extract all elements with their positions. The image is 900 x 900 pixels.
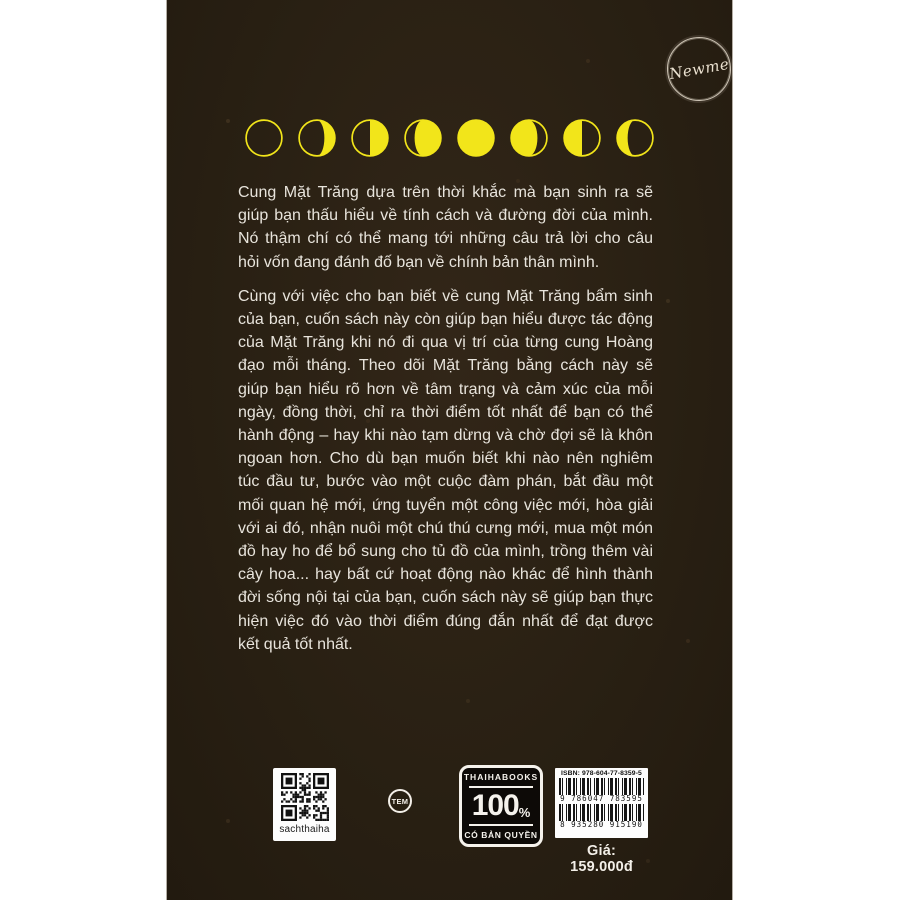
qr-code-icon bbox=[281, 773, 329, 821]
book-back-cover bbox=[166, 0, 733, 900]
badge-tagline: CÓ BẢN QUYỀN bbox=[464, 830, 538, 840]
description-line: giúp bạn hiểu rõ hơn về tâm trạng và cảm xúc của mỗi bbox=[238, 380, 653, 398]
badge-100-percent bbox=[471, 789, 531, 822]
description-line: ngoan hơn. Cho dù bạn muốn biết khi nào nên nghiêm bbox=[238, 450, 653, 468]
moon-phase-waning-gibbous-icon bbox=[509, 118, 549, 158]
description-line: ngày, đồng thời, chỉ ra thời điểm tốt nhất để bạn có thể bbox=[238, 403, 653, 421]
moon-phase-waxing-crescent-icon bbox=[297, 118, 337, 158]
description-line: giúp bạn thấu hiểu về tính cách và đường đời của mình. bbox=[238, 207, 653, 225]
barcode-top-icon bbox=[559, 778, 644, 795]
badge-percent-sign: % bbox=[518, 805, 531, 820]
moon-phase-full-moon-icon bbox=[456, 118, 496, 158]
back-cover-description bbox=[238, 181, 653, 667]
description-line: đồ hay ho để bổ sung cho tủ đồ của mình, trồng thêm vài bbox=[238, 543, 653, 561]
description-line: với ai đó, nhận nuôi một chú thú cưng mới, mua một món bbox=[238, 519, 653, 537]
moon-phase-waxing-gibbous-icon bbox=[403, 118, 443, 158]
barcode-bottom-digits: 8 935280 915190 bbox=[560, 820, 643, 829]
qr-code-box bbox=[273, 768, 336, 841]
cover-texture-speckles bbox=[167, 0, 169, 2]
description-line: đạo mỗi tháng. Theo dõi Mặt Trăng bằng cách này sẽ bbox=[238, 357, 653, 375]
badge-divider-top bbox=[469, 786, 532, 788]
moon-phase-last-quarter-icon bbox=[562, 118, 602, 158]
badge-percent-value: 100 bbox=[471, 789, 519, 822]
description-line: Cùng với việc cho bạn biết về cung Mặt Trăng bẩm sinh bbox=[238, 287, 653, 305]
description-paragraph-2 bbox=[238, 285, 653, 656]
description-line: hiện việc đó vào thời điểm đúng đắn nhất để đạt được bbox=[238, 612, 653, 630]
isbn-text: ISBN: 978-604-77-8359-5 bbox=[561, 770, 642, 777]
moon-phase-waning-crescent-icon bbox=[615, 118, 655, 158]
moon-phases-row bbox=[167, 118, 732, 158]
description-line: Cung Mặt Trăng dựa trên thời khắc mà bạn sinh ra sẽ bbox=[238, 184, 653, 201]
badge-divider-bottom bbox=[469, 824, 532, 826]
barcode-top-digits: 9 786047 783595 bbox=[560, 794, 643, 803]
description-line: mối quan hệ mới, ứng tuyển một công việc mới, hòa giải bbox=[238, 496, 653, 514]
barcode-panel bbox=[555, 768, 648, 838]
tem-stamp-text: TEM bbox=[391, 796, 409, 806]
qr-caption: sachthaiha bbox=[279, 824, 330, 835]
thaihabooks-copyright-badge bbox=[459, 765, 543, 847]
description-line: Nó thậm chí có thể mang tới những câu trả lời cho câu bbox=[238, 230, 653, 248]
tem-stamp-circle bbox=[388, 789, 412, 813]
description-line: túc đầu tư, bước vào một cuộc đàm phán, bắt đầu một bbox=[238, 473, 653, 491]
description-line: hành động – hay khi nào tạm dừng và chờ đợi sẽ là khôn bbox=[238, 427, 653, 445]
description-line: kết quả tốt nhất. bbox=[238, 635, 353, 653]
newme-publisher-logo bbox=[665, 35, 733, 103]
price-label: Giá: 159.000đ bbox=[570, 843, 633, 875]
description-line: của Mặt Trăng khi nó đi qua vị trí của từng cung Hoàng bbox=[238, 334, 653, 352]
description-line: đời sống nội tại của bạn, cuốn sách này sẽ giúp bạn thực bbox=[238, 589, 653, 607]
description-line: cây hoa... hay bất cứ hoạt động nào khác để hình thành bbox=[238, 566, 653, 584]
description-paragraph-1 bbox=[238, 181, 653, 274]
description-line: hỏi vốn đang đánh đố bạn về chính bản thân mình. bbox=[238, 253, 600, 271]
description-line: của bạn, cuốn sách này còn giúp bạn hiểu được tác động bbox=[238, 311, 653, 329]
moon-phase-new-moon-icon bbox=[244, 118, 284, 158]
moon-phase-first-quarter-icon bbox=[350, 118, 390, 158]
newme-logo-text: Newme bbox=[667, 54, 731, 84]
barcode-bottom-icon bbox=[559, 804, 644, 821]
thaihabooks-brand-text: THAIHABOOKS bbox=[463, 772, 539, 782]
